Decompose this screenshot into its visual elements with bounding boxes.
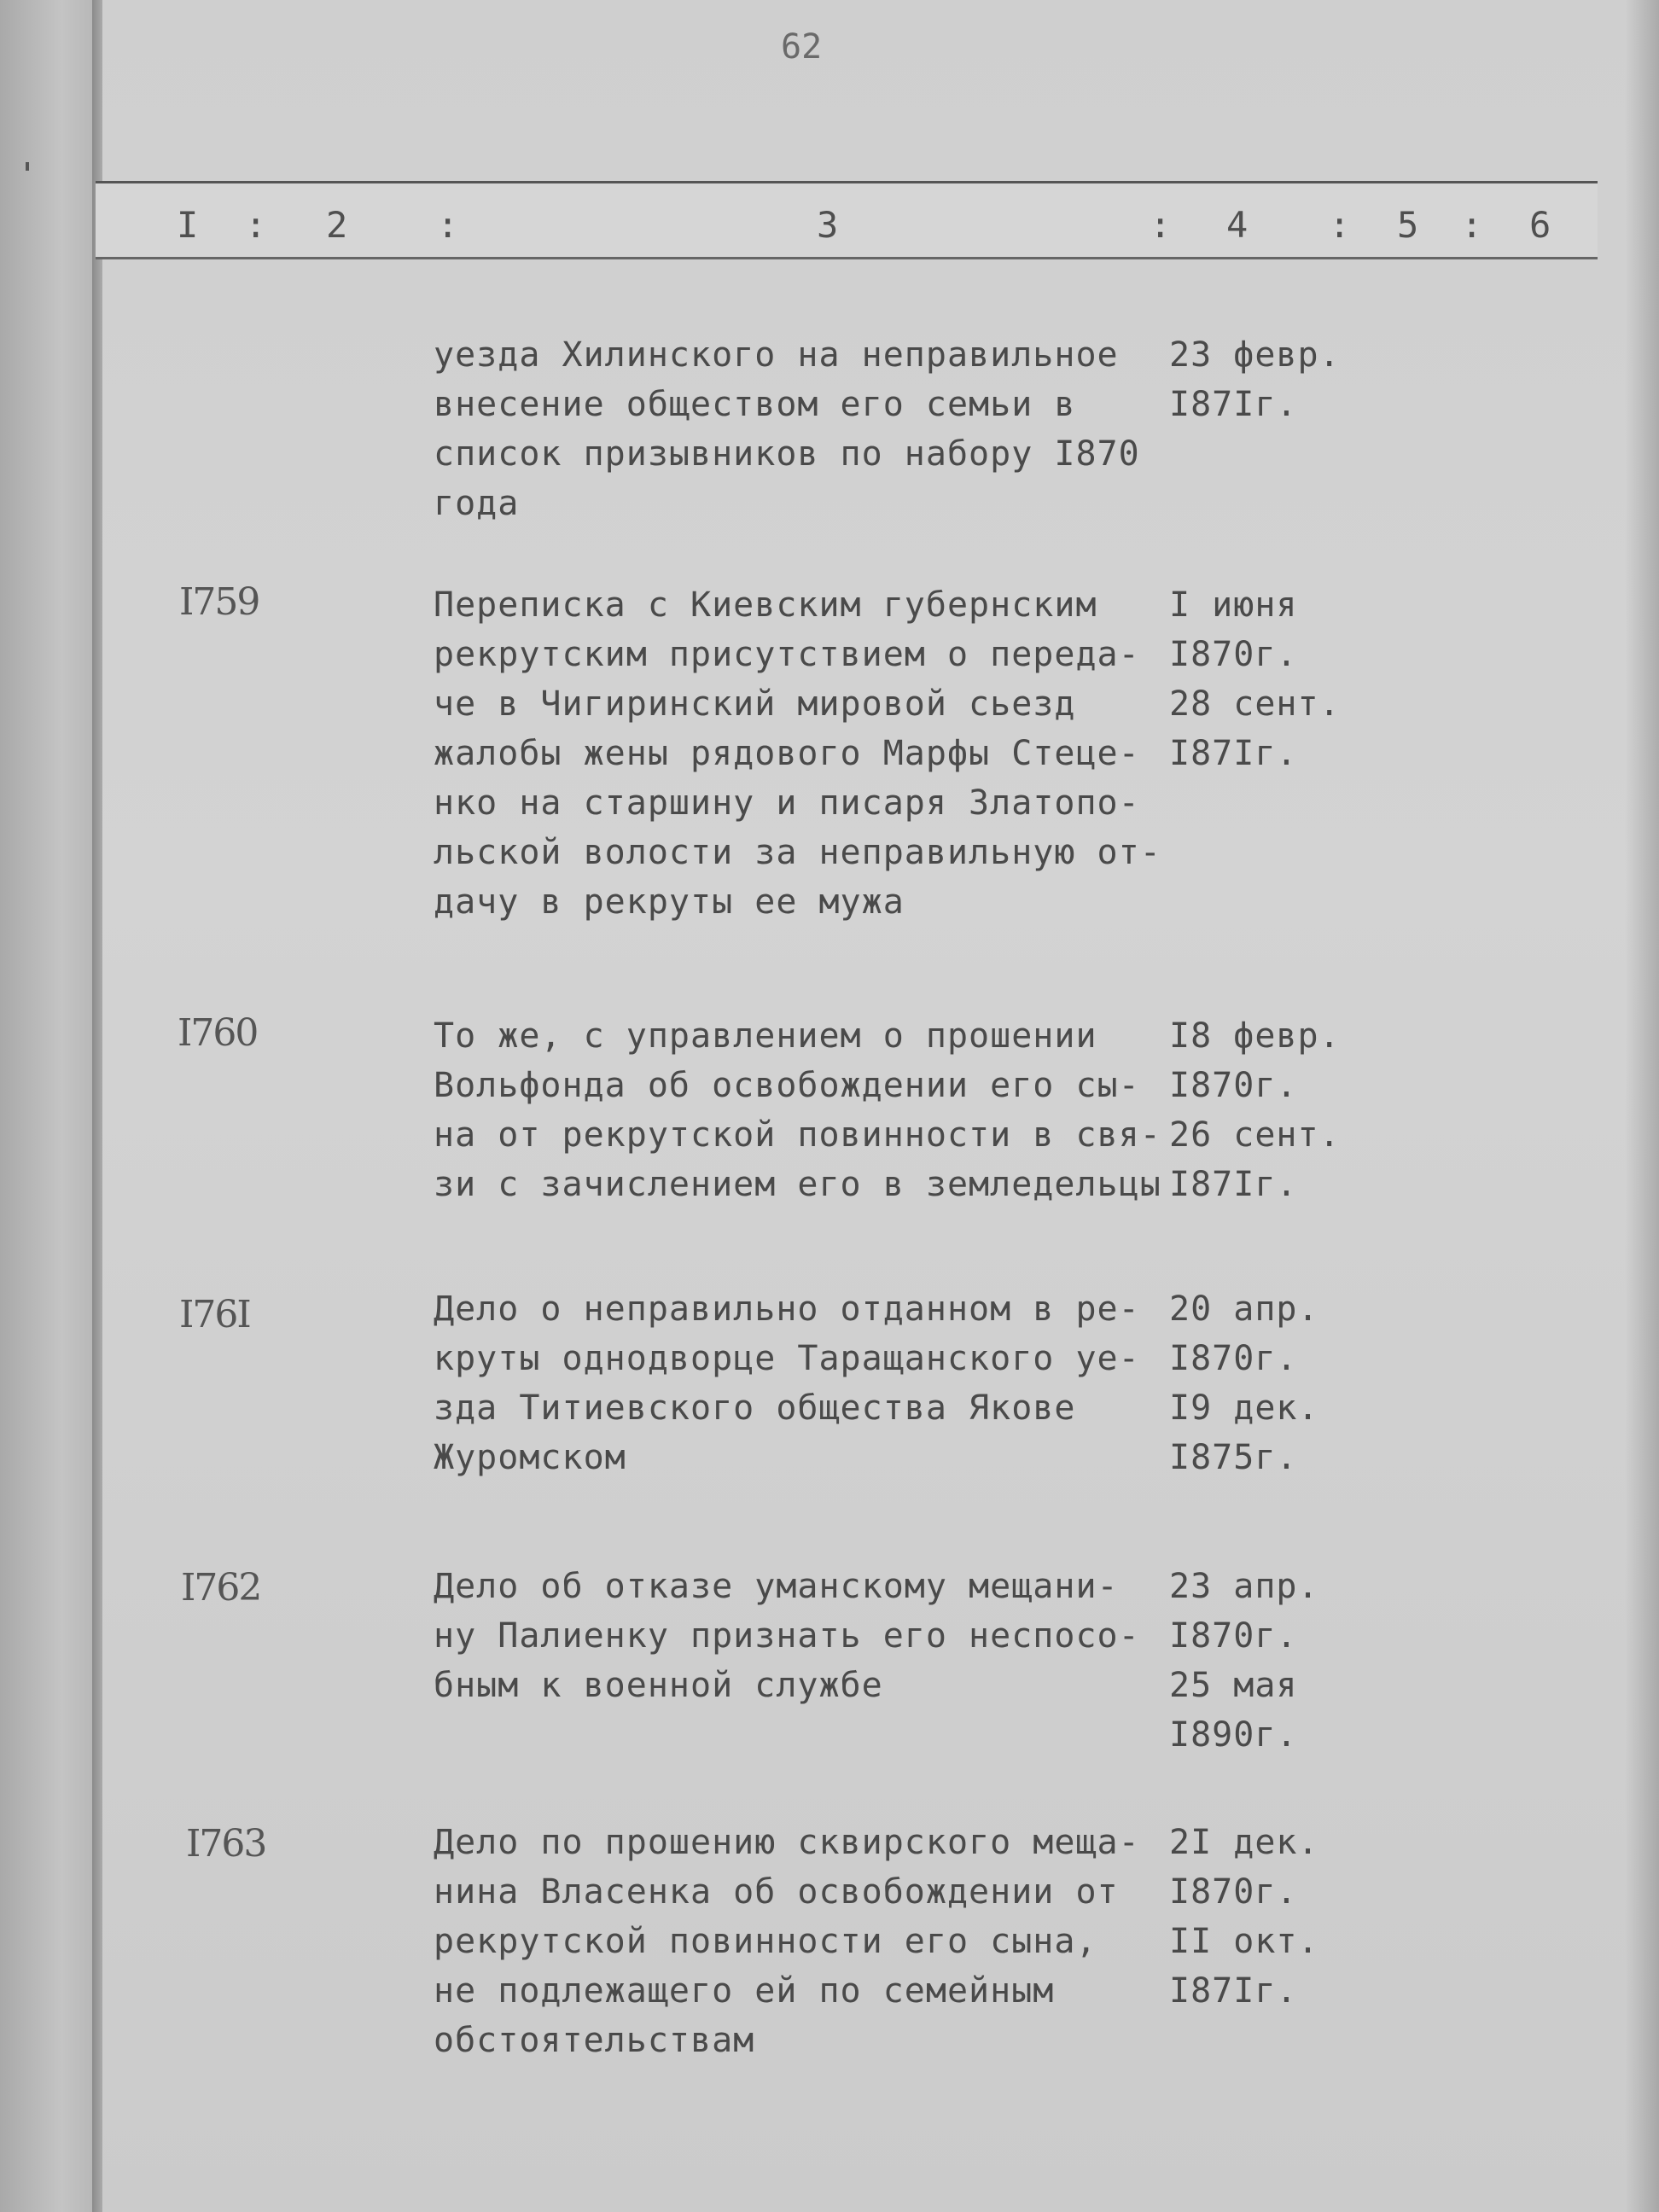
binding-mark — [26, 162, 29, 171]
header-separator: : — [1329, 204, 1351, 246]
entry-dates — [1169, 580, 1341, 778]
description-line: не подлежащего ей по семейным — [434, 1971, 1055, 2011]
date-line: I87Iг. — [1169, 385, 1298, 424]
entry-number: I760 — [178, 1011, 258, 1055]
description-line: уезда Хилинского на неправильное — [434, 335, 1119, 375]
description-line: Дело о неправильно отданном в ре- — [434, 1289, 1140, 1329]
header-separator: : — [245, 204, 267, 246]
description-line: рекрутской повинности его сына, — [434, 1922, 1097, 1961]
header-col-6: 6 — [1529, 204, 1551, 246]
description-line: нина Власенка об освобождении от — [434, 1872, 1119, 1912]
header-col-1: I — [177, 204, 199, 246]
date-line: 23 февр. — [1169, 335, 1341, 375]
date-line: I870г. — [1169, 1616, 1298, 1656]
description-line: Переписка с Киевским губернским — [434, 585, 1097, 625]
date-line: I870г. — [1169, 1872, 1298, 1912]
date-line: 2I дек. — [1169, 1823, 1319, 1862]
entry-description — [434, 1562, 1140, 1710]
date-line: I870г. — [1169, 635, 1298, 674]
description-line: зда Титиевского общества Якове — [434, 1388, 1076, 1428]
description-line: нко на старшину и писаря Златопо- — [434, 783, 1140, 823]
entry-description — [434, 330, 1140, 528]
page-right-edge — [1625, 0, 1659, 2212]
description-line: Дело по прошению сквирского меща- — [434, 1823, 1140, 1862]
date-line: 28 сент. — [1169, 684, 1341, 724]
description-line: список призывников по набору I870 — [434, 434, 1140, 474]
header-separator: : — [437, 204, 459, 246]
description-line: дачу в рекруты ее мужа — [434, 882, 905, 922]
entry-number: I759 — [179, 580, 259, 624]
date-line: I890г. — [1169, 1715, 1298, 1755]
description-line: обстоятельствам — [434, 2021, 755, 2060]
entry-dates — [1169, 1562, 1319, 1760]
entry-description — [434, 1284, 1140, 1482]
date-line: I875г. — [1169, 1438, 1298, 1477]
date-line: 20 апр. — [1169, 1289, 1319, 1329]
description-line: жалобы жены рядового Марфы Стеце- — [434, 734, 1140, 773]
column-header-row — [96, 181, 1598, 259]
description-line: на от рекрутской повинности в свя- — [434, 1115, 1161, 1155]
entry-dates — [1169, 1011, 1341, 1209]
header-separator: : — [1461, 204, 1483, 246]
date-line: I июня — [1169, 585, 1298, 625]
header-col-3: 3 — [817, 204, 839, 246]
header-col-2: 2 — [326, 204, 348, 246]
entry-dates — [1169, 330, 1341, 429]
description-line: зи с зачислением его в земледельцы — [434, 1165, 1161, 1204]
date-line: 23 апр. — [1169, 1567, 1319, 1606]
date-line: I87Iг. — [1169, 1165, 1298, 1204]
description-line: че в Чигиринский мировой сьезд — [434, 684, 1076, 724]
entry-number: I762 — [181, 1566, 261, 1610]
description-line: То же, с управлением о прошении — [434, 1016, 1097, 1056]
description-line: круты однодворце Таращанского уе- — [434, 1339, 1140, 1378]
date-line: I87Iг. — [1169, 734, 1298, 773]
date-line: I8 февр. — [1169, 1016, 1341, 1056]
description-line: Журомском — [434, 1438, 626, 1477]
description-line: льской волости за неправильную от- — [434, 833, 1161, 872]
date-line: 25 мая — [1169, 1666, 1298, 1705]
description-line: Дело об отказе уманскому мещани- — [434, 1567, 1119, 1606]
description-line: бным к военной службе — [434, 1666, 883, 1705]
date-line: 26 сент. — [1169, 1115, 1341, 1155]
entry-number: I763 — [186, 1822, 266, 1866]
scan-left-margin — [0, 0, 102, 2212]
entry-dates — [1169, 1284, 1319, 1482]
description-line: рекрутским присутствием о переда- — [434, 635, 1140, 674]
description-line: года — [434, 484, 520, 523]
header-col-5: 5 — [1397, 204, 1419, 246]
entry-description — [434, 1011, 1161, 1209]
date-line: I870г. — [1169, 1066, 1298, 1105]
date-line: I87Iг. — [1169, 1971, 1298, 2011]
date-line: I870г. — [1169, 1339, 1298, 1378]
header-col-4: 4 — [1226, 204, 1249, 246]
entry-dates — [1169, 1818, 1319, 2016]
description-line: Вольфонда об освобождении его сы- — [434, 1066, 1140, 1105]
entry-description — [434, 580, 1161, 927]
date-line: I9 дек. — [1169, 1388, 1319, 1428]
page-number: 62 — [781, 27, 823, 67]
header-separator: : — [1150, 204, 1172, 246]
description-line: внесение обществом его семьи в — [434, 385, 1076, 424]
date-line: II окт. — [1169, 1922, 1319, 1961]
entry-description — [434, 1818, 1140, 2065]
entry-number: I76I — [179, 1293, 250, 1336]
description-line: ну Палиенку признать его неспосо- — [434, 1616, 1140, 1656]
